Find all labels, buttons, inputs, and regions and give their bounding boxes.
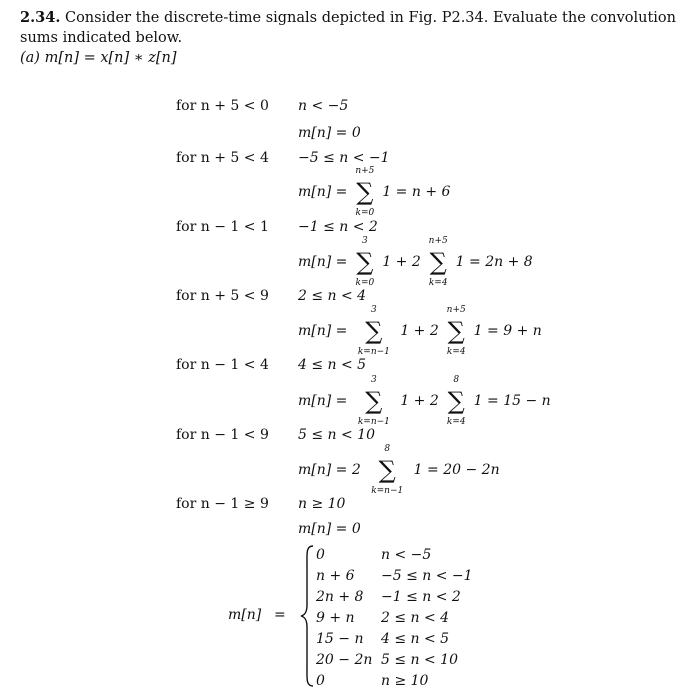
problem-text: Consider the discrete-time signals depicted in Fig. P2.34. Evaluate the convolution sums indicated below.	[20, 10, 677, 46]
sum-body: 1 = 20 − 2n	[413, 462, 500, 478]
sum-lower: k=0	[355, 278, 375, 288]
piecewise-cond: −1 ≤ n < 2	[381, 589, 461, 605]
summation-symbol: 8 ∑ k=n−1	[371, 444, 404, 496]
sum-lhs: m[n] = 2	[298, 462, 361, 478]
case-sum-equation	[298, 444, 500, 496]
piecewise-expr: 0	[316, 547, 325, 563]
sum-upper: n+5	[355, 166, 375, 176]
sum-lhs: m[n] =	[298, 184, 348, 200]
sum-lower: k=4	[446, 347, 466, 357]
case-sum-equation	[298, 305, 542, 357]
sum-lower: k=4	[446, 417, 466, 427]
sum-lower: k=4	[428, 278, 448, 288]
summation-symbol: 3 ∑ k=n−1	[357, 305, 390, 357]
piecewise-expr: 15 − n	[316, 631, 364, 647]
sum-upper: 8	[453, 375, 460, 385]
summation-symbol: 8 ∑ k=4	[446, 375, 466, 427]
piecewise-expr: 0	[316, 673, 325, 689]
case-range: n < −5	[298, 98, 349, 114]
problem-number: 2.34.	[20, 9, 61, 26]
case-condition: for n + 5 < 4	[176, 150, 269, 166]
sum-lhs: m[n] =	[298, 323, 348, 339]
summation-symbol: 3 ∑ k=0	[355, 236, 375, 288]
sum-upper: 8	[384, 444, 391, 454]
piecewise-lhs: m[n]	[228, 607, 262, 623]
piecewise-cond: 2 ≤ n < 4	[381, 610, 450, 626]
part-a-label: (a) m[n] = x[n] ∗ z[n]	[20, 50, 177, 66]
case-condition: for n − 1 < 4	[176, 357, 269, 373]
sum-upper: n+5	[428, 236, 448, 246]
case-result: m[n] = 0	[298, 521, 361, 537]
sum-lower: k=0	[355, 208, 375, 218]
sum-lower: k=n−1	[371, 486, 404, 496]
summation-symbol: 3 ∑ k=n−1	[357, 375, 390, 427]
case-condition: for n − 1 < 9	[176, 427, 269, 443]
sum-lower: k=n−1	[357, 347, 390, 357]
sum-lhs: m[n] =	[298, 254, 348, 270]
sum-body: 1 + 2	[400, 393, 439, 409]
sum-body: 1 + 2	[400, 323, 439, 339]
case-range: 4 ≤ n < 5	[298, 357, 367, 373]
piecewise-expr: n + 6	[316, 568, 355, 584]
piecewise-cond: n ≥ 10	[381, 673, 429, 689]
sum-upper: 3	[370, 375, 377, 385]
case-sum-equation	[298, 236, 533, 288]
sum-lhs: m[n] =	[298, 393, 348, 409]
sum-upper: 3	[370, 305, 377, 315]
piecewise-cond: 5 ≤ n < 10	[381, 652, 458, 668]
case-range: n ≥ 10	[298, 496, 346, 512]
sum-body: 1 = 15 − n	[473, 393, 551, 409]
piecewise-equals: =	[274, 607, 286, 623]
sum-upper: n+5	[446, 305, 466, 315]
case-range: −1 ≤ n < 2	[298, 219, 378, 235]
sum-body: 1 = 2n + 8	[455, 254, 533, 270]
piecewise-cond: 4 ≤ n < 5	[381, 631, 450, 647]
case-result: m[n] = 0	[298, 125, 361, 141]
piecewise-cond: −5 ≤ n < −1	[381, 568, 473, 584]
sum-lower: k=n−1	[357, 417, 390, 427]
case-sum-equation	[298, 375, 551, 427]
case-condition: for n + 5 < 0	[176, 98, 269, 114]
piecewise-expr: 9 + n	[316, 610, 355, 626]
piecewise-expr: 20 − 2n	[316, 652, 373, 668]
summation-symbol: n+5 ∑ k=4	[428, 236, 448, 288]
summation-symbol: n+5 ∑ k=4	[446, 305, 466, 357]
piecewise-cond: n < −5	[381, 547, 432, 563]
case-range: −5 ≤ n < −1	[298, 150, 390, 166]
case-condition: for n + 5 < 9	[176, 288, 269, 304]
sum-upper: 3	[361, 236, 368, 246]
case-condition: for n − 1 < 1	[176, 219, 269, 235]
case-range: 2 ≤ n < 4	[298, 288, 367, 304]
case-sum-equation	[298, 166, 451, 218]
sum-body: 1 = 9 + n	[473, 323, 542, 339]
summation-symbol: n+5 ∑ k=0	[355, 166, 375, 218]
case-condition: for n − 1 ≥ 9	[176, 496, 269, 512]
sum-body: 1 = n + 6	[382, 184, 451, 200]
piecewise-expr: 2n + 8	[316, 589, 364, 605]
problem-statement	[20, 8, 680, 48]
case-range: 5 ≤ n < 10	[298, 427, 375, 443]
curly-brace-icon	[300, 545, 314, 687]
sum-body: 1 + 2	[382, 254, 421, 270]
